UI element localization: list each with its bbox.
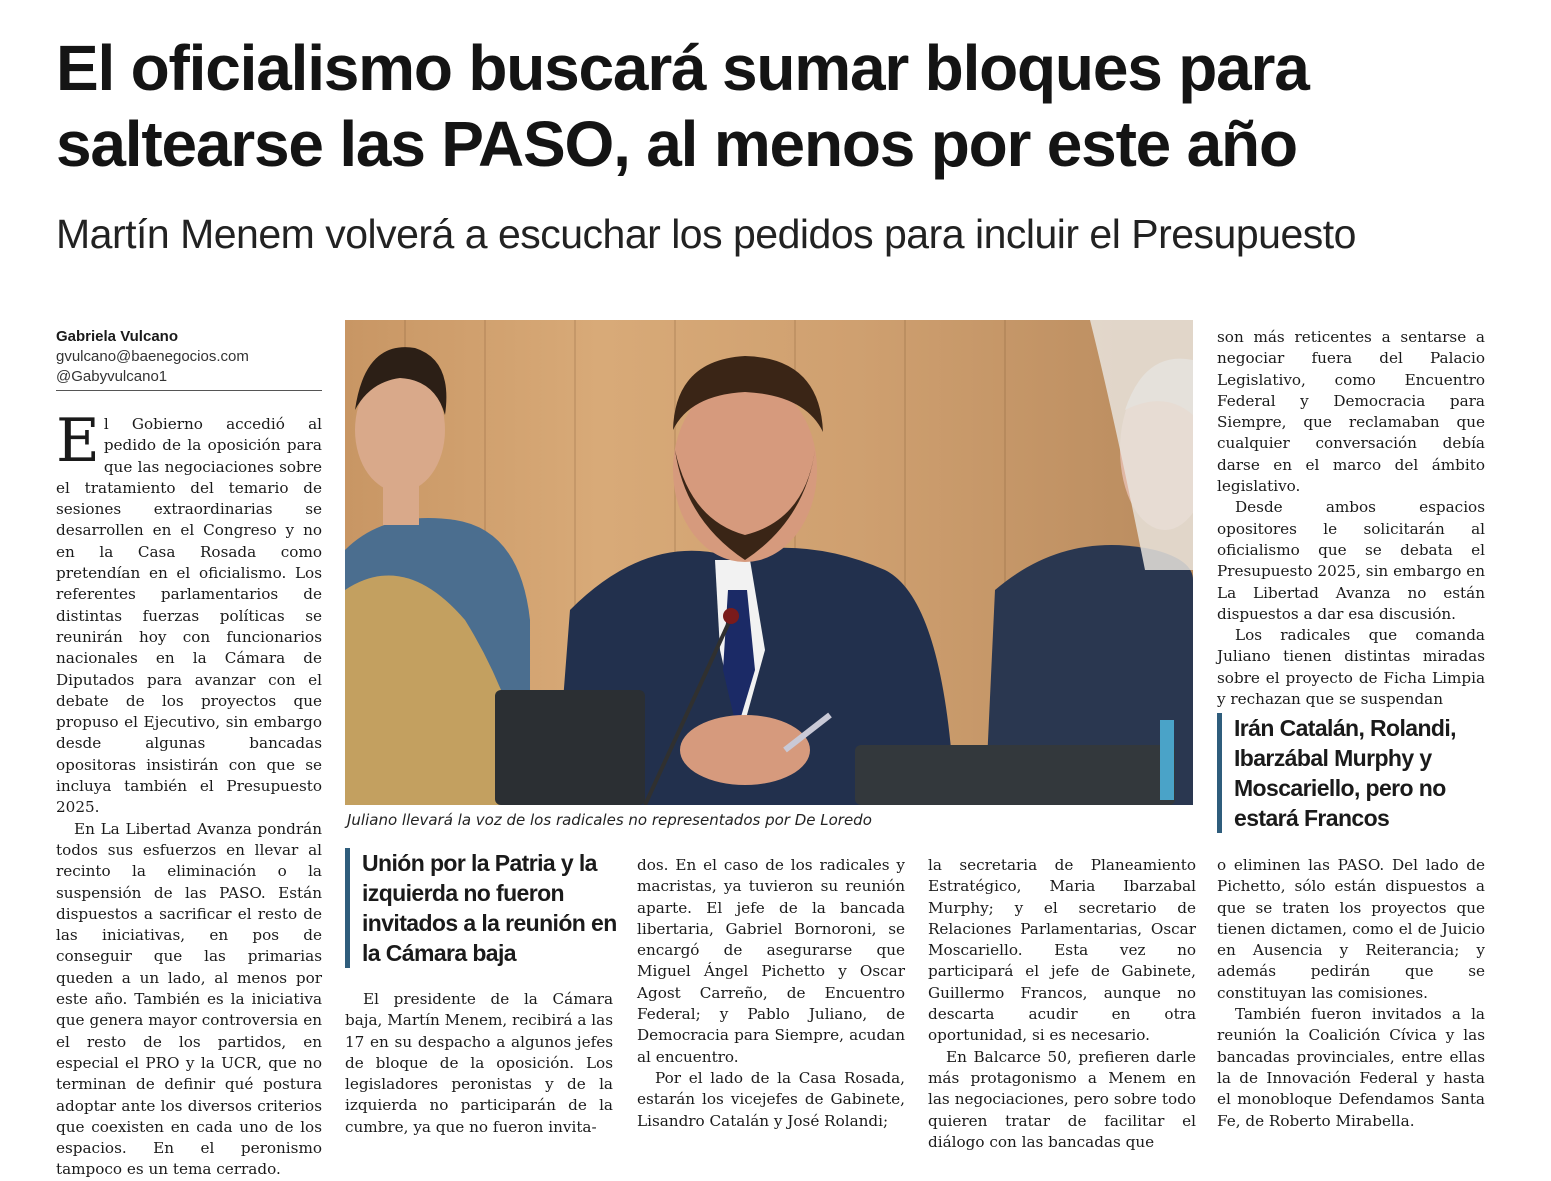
author-handle: @Gabyvulcano1 — [56, 368, 168, 385]
headline: El oficialismo buscará sumar bloques para saltearse las PASO, al menos por este año — [56, 32, 1309, 180]
body-column-4 — [928, 855, 1196, 1153]
body-paragraph: la secretaria de Planeamiento Estratégico, Maria Ibarzabal Murphy; y el secretario de Relaciones Parlamentarias, Oscar Moscariello. Esta vez no participará el jefe de Gabinete, Guillermo Francos, aunque no descarta acudir en otra oportunidad, si es necesario. — [928, 856, 1196, 1045]
body-column-1 — [56, 406, 322, 1181]
body-paragraph: dos. En el caso de los radicales y macristas, ya tuvieron su reunión aparte. El jefe de la bancada libertaria, Gabriel Bornoroni, se encargó de asegurarse que Miguel Ángel Pichetto y Oscar Agost Carreño, de Encuentro Federal; y Pablo Juliano, de Democracia para Siempre, acudan al encuentro. — [637, 856, 905, 1066]
subheadline: Martín Menem volverá a escuchar los pedidos para incluir el Presupuesto — [56, 211, 1356, 257]
article-photo — [345, 320, 1193, 805]
photo-caption: Juliano llevará la voz de los radicales no representados por De Loredo — [347, 811, 872, 829]
pullquote-left: Unión por la Patria y la izquierda no fueron invitados a la reunión en la Cámara baja — [345, 848, 622, 968]
body-column-3 — [637, 855, 905, 1132]
pullquote-right: Irán Catalán, Rolandi, Ibarzábal Murphy y Moscariello, pero no estará Francos — [1217, 713, 1479, 833]
body-paragraph: En Balcarce 50, prefieren darle más protagonismo a Menem en las negociaciones, pero sobre todo quieren tratar de facilitar el diálogo con las bancadas que — [928, 1047, 1196, 1151]
drop-cap: E — [56, 406, 100, 476]
byline-divider — [56, 390, 322, 391]
author-email: gvulcano@baenegocios.com — [56, 348, 249, 365]
body-paragraph: Los radicales que comanda Juliano tienen distintas miradas sobre el proyecto de Ficha Limpia y rechazan que se suspendan — [1217, 626, 1485, 709]
body-column-5-top — [1217, 327, 1485, 710]
byline — [56, 327, 322, 387]
body-paragraph: El presidente de la Cámara baja, Martín Menem, recibirá a las 17 en su despacho a algunos jefes de bloque de la oposición. Los legisladores peronistas y de la izquierda no participarán de la cumbre, ya que no fueron invita- — [345, 990, 613, 1136]
body-paragraph: Por el lado de la Casa Rosada, estarán los vicejefes de Gabinete, Lisandro Catalán y José Rolandi; — [637, 1068, 905, 1130]
author-name: Gabriela Vulcano — [56, 328, 178, 345]
body-paragraph: son más reticentes a sentarse a negociar fuera del Palacio Legislativo, como Encuentro Federal y Democracia para Siempre, que reclamaban que cualquier conversación debía darse en el marco del ámbito legislativo. — [1217, 328, 1485, 496]
body-paragraph: Desde ambos espacios opositores le solicitarán al oficialismo que se debata el Presupuesto 2025, sin embargo en La Libertad Avanza no están dispuestos a dar esa discusión. — [1217, 498, 1485, 623]
paragraph-text: l Gobierno accedió al pedido de la oposición para que las negociaciones sobre el tratamiento del temario de sesiones extraordinarias se desarrollen en el Congreso y no en la Casa Rosada como pretendían en el oficialismo. Los referentes parlamentarios de distintas fuerzas políticas se reunirán hoy con funcionarios nacionales en la Cámara de Diputados para avanzar con el debate de los proyectos que propuso el Ejecutivo, sin embargo desde algunas bancadas opositoras insistirán con que se incluya también el Presupuesto 2025. — [56, 415, 322, 817]
body-column-2 — [345, 989, 613, 1138]
body-column-5-bottom — [1217, 855, 1485, 1132]
body-paragraph: En La Libertad Avanza pondrán todos sus esfuerzos en llevar al recinto la eliminación o la suspensión de las PASO. Están dispuestos a sacrificar el resto de las iniciativas, en pos de conseguir que las primarias queden a un lado, al menos por este año. También es la iniciativa que genera mayor controversia en el resto de los partidos, en especial el PRO y la UCR, que no terminan de definir qué postura adoptar ante los diversos criterios que coexisten en cada uno de los espacios. En el peronismo tampoco es un tema cerrado. — [56, 819, 322, 1179]
photo-illustration — [345, 320, 1193, 805]
body-paragraph — [56, 406, 322, 819]
body-paragraph: o eliminen las PASO. Del lado de Pichetto, sólo están dispuestos a que se traten los proyectos que tienen dictamen, como el de Juicio en Ausencia y Reiterancia; y además pedirán que se constituyan las comisiones. — [1217, 856, 1485, 1002]
body-paragraph: También fueron invitados a la reunión la Coalición Cívica y las bancadas provinciales, entre ellas la de Innovación Federal y hasta el monobloque Defendamos Santa Fe, de Roberto Mirabella. — [1217, 1005, 1485, 1130]
